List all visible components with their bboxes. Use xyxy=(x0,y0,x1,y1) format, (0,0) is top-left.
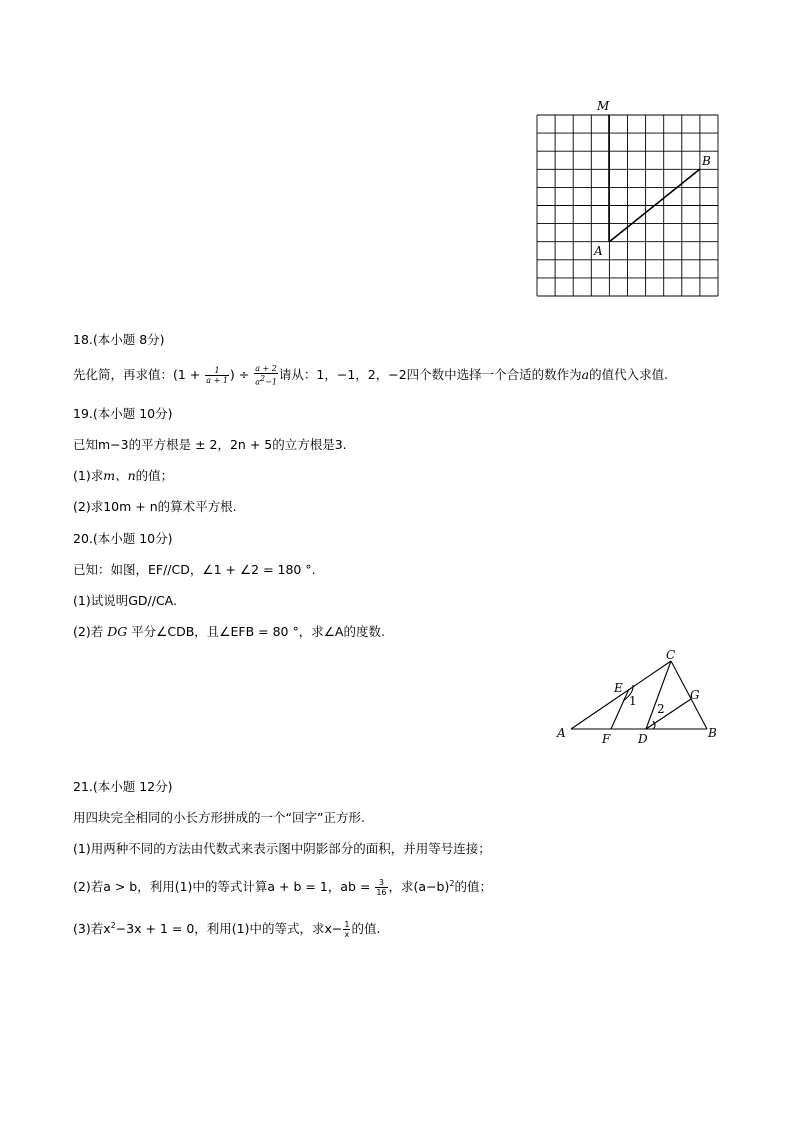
q20-line1: 已知：如图，EF//CD，∠1 + ∠2 = 180 °. xyxy=(73,562,316,577)
q18-frac2-numerator: a + 2 xyxy=(255,364,277,374)
q18-frac1-denominator: a + 1 xyxy=(206,376,228,385)
q18-fraction-1 xyxy=(205,366,229,385)
angle-2-arc xyxy=(653,721,655,729)
segment-c-b xyxy=(671,661,707,729)
q21-line3: (2)若a > b，利用(1)中的等式计算a + b = 1，ab = $\frac{3}{16}$ ，求$(a-b)^2$的值； xyxy=(73,878,492,898)
label-2: 2 xyxy=(657,702,665,716)
q18-header: 18.(本小题 8分) xyxy=(73,332,165,347)
q19-line3: (2)求10m + n的算术平方根. xyxy=(73,499,237,514)
q21-fraction-3-16: $\frac{3}{16}$ xyxy=(376,878,387,898)
q18-text xyxy=(73,361,668,389)
q18-frac2-denominator: $a^2-1$ xyxy=(255,374,277,387)
q20-header: 20.(本小题 10分) xyxy=(73,531,173,546)
q19-line2: (1)求m、n的值； xyxy=(73,468,174,483)
segment-a-c xyxy=(571,661,671,729)
q21-fraction-1-x: $\frac{1}{x}$ xyxy=(344,920,350,940)
q18-text-a: 先化简，再求值：(1 + xyxy=(73,367,205,382)
label-a: A xyxy=(594,244,603,258)
label-f: F xyxy=(602,732,611,746)
q19-header: 19.(本小题 10分) xyxy=(73,406,173,421)
segment-e-f xyxy=(611,689,629,729)
segment-d-g xyxy=(646,699,691,729)
q18-fraction-2 xyxy=(254,364,278,387)
q18-frac1-numerator: 1 xyxy=(205,366,229,376)
q18-text-c: 请从：1，−1，2，−2四个数中选择一个合适的数作为 xyxy=(278,367,582,382)
label-g: G xyxy=(690,688,700,702)
q18-text-b: ) ÷ xyxy=(229,367,254,382)
label-a: A xyxy=(557,726,566,740)
label-1: 1 xyxy=(629,694,637,708)
label-e: E xyxy=(614,681,623,695)
q18-text-d: 的值代入求值. xyxy=(589,367,669,382)
q21-header: 21.(本小题 12分) xyxy=(73,779,173,794)
label-c: C xyxy=(666,648,676,662)
q20-line3: (2)若 DG 平分∠CDB，且∠EFB = 80 °，求∠A的度数. xyxy=(73,624,385,639)
label-m: M xyxy=(597,99,610,113)
grid-figure xyxy=(530,95,730,305)
q21-line1: 用四块完全相同的小长方形拼成的一个“回字”正方形. xyxy=(73,810,365,825)
q21-line4: (3)若$x^2-3x + 1 = 0$，利用(1)中的等式，求x− $\frac{1}{x}$ 的值. xyxy=(73,920,381,940)
q21-line2: (1)用两种不同的方法由代数式来表示图中阴影部分的面积，并用等号连接； xyxy=(73,841,491,856)
label-b: B xyxy=(708,726,717,740)
grid-lines xyxy=(537,115,718,296)
segment-c-d xyxy=(646,661,671,729)
q18-var-a: a xyxy=(581,367,590,382)
triangle-figure xyxy=(550,645,730,750)
label-d: D xyxy=(638,732,648,746)
q20-line2: (1)试说明GD//CA. xyxy=(73,593,177,608)
label-b: B xyxy=(702,154,711,168)
q19-line1: 已知m−3的平方根是 ± 2，2n + 5的立方根是3. xyxy=(73,437,347,452)
